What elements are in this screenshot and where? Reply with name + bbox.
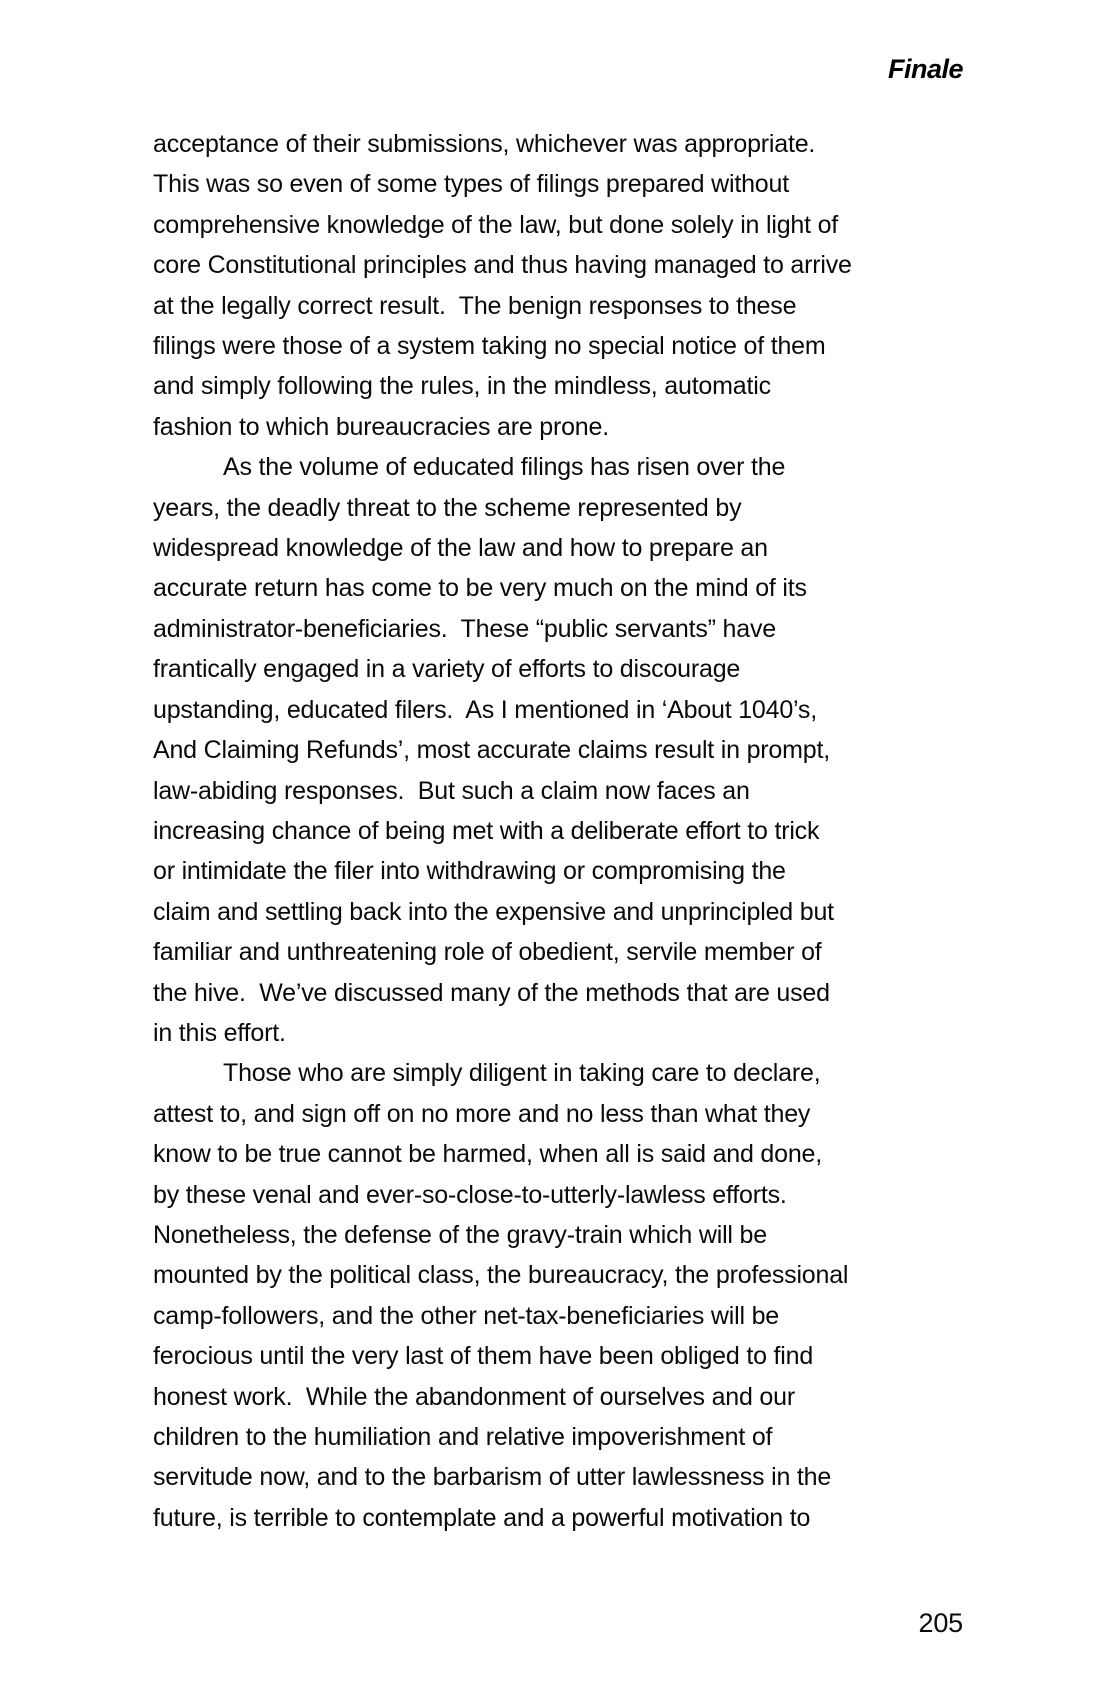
- paragraph-line: And Claiming Refunds’, most accurate claims result in prompt,: [153, 736, 830, 765]
- paragraph-line: claim and settling back into the expensive and unprincipled but: [153, 897, 834, 926]
- paragraph-line: mounted by the political class, the bureaucracy, the professional: [153, 1261, 849, 1290]
- paragraph-line: servitude now, and to the barbarism of utter lawlessness in the: [153, 1463, 832, 1492]
- paragraph-line: in this effort.: [153, 1018, 286, 1047]
- paragraph-line: As the volume of educated filings has risen over the: [223, 453, 786, 482]
- paragraph-line: Nonetheless, the defense of the gravy-train which will be: [153, 1220, 767, 1249]
- paragraph-line: core Constitutional principles and thus having managed to arrive: [153, 251, 852, 280]
- paragraph-line: filings were those of a system taking no special notice of them: [153, 332, 826, 361]
- paragraph-line: honest work. While the abandonment of ourselves and our: [153, 1382, 795, 1411]
- paragraph-line: the hive. We’ve discussed many of the methods that are used: [153, 978, 830, 1007]
- paragraph: [153, 1053, 968, 1538]
- paragraph-line: familiar and unthreatening role of obedient, servile member of: [153, 938, 822, 967]
- paragraph-line: children to the humiliation and relative impoverishment of: [153, 1423, 773, 1451]
- paragraph-line: at the legally correct result. The benign responses to these: [153, 291, 797, 320]
- paragraph-line: by these venal and ever-so-close-to-utterly-lawless efforts.: [153, 1180, 787, 1209]
- paragraph-line: upstanding, educated filers. As I mentioned in ‘About 1040’s,: [153, 695, 817, 724]
- paragraph-line: camp-followers, and the other net-tax-beneficiaries will be: [153, 1301, 780, 1330]
- paragraph-line: acceptance of their submissions, whichever was appropriate.: [153, 130, 816, 158]
- paragraph-line: and simply following the rules, in the mindless, automatic: [153, 372, 771, 401]
- paragraph-line: fashion to which bureaucracies are prone.: [153, 412, 609, 441]
- paragraph-line: ferocious until the very last of them have been obliged to find: [153, 1342, 814, 1371]
- paragraph: [153, 124, 968, 447]
- paragraph-line: comprehensive knowledge of the law, but done solely in light of: [153, 210, 839, 239]
- paragraph-line: law-abiding responses. But such a claim now faces an: [153, 776, 750, 805]
- paragraph-line: accurate return has come to be very much on the mind of its: [153, 574, 807, 603]
- paragraph-line: Those who are simply diligent in taking care to declare,: [223, 1059, 821, 1088]
- paragraph-line: This was so even of some types of filings prepared without: [153, 170, 789, 199]
- body-text: [153, 124, 968, 1538]
- paragraph-line: increasing chance of being met with a deliberate effort to trick: [153, 816, 820, 845]
- paragraph-line: frantically engaged in a variety of efforts to discourage: [153, 655, 741, 684]
- running-header: Finale: [887, 54, 963, 84]
- paragraph-line: widespread knowledge of the law and how to prepare an: [153, 534, 768, 563]
- paragraph-line: know to be true cannot be harmed, when all is said and done,: [153, 1140, 822, 1169]
- paragraph: [153, 447, 968, 1053]
- paragraph-line: administrator-beneficiaries. These “public servants” have: [153, 614, 776, 643]
- paragraph-line: future, is terrible to contemplate and a powerful motivation to: [153, 1503, 811, 1532]
- paragraph-line: or intimidate the filer into withdrawing or compromising the: [153, 857, 786, 886]
- paragraph-line: years, the deadly threat to the scheme represented by: [153, 493, 742, 522]
- page-number: 205: [918, 1608, 963, 1638]
- paragraph-line: attest to, and sign off on no more and no less than what they: [153, 1099, 811, 1128]
